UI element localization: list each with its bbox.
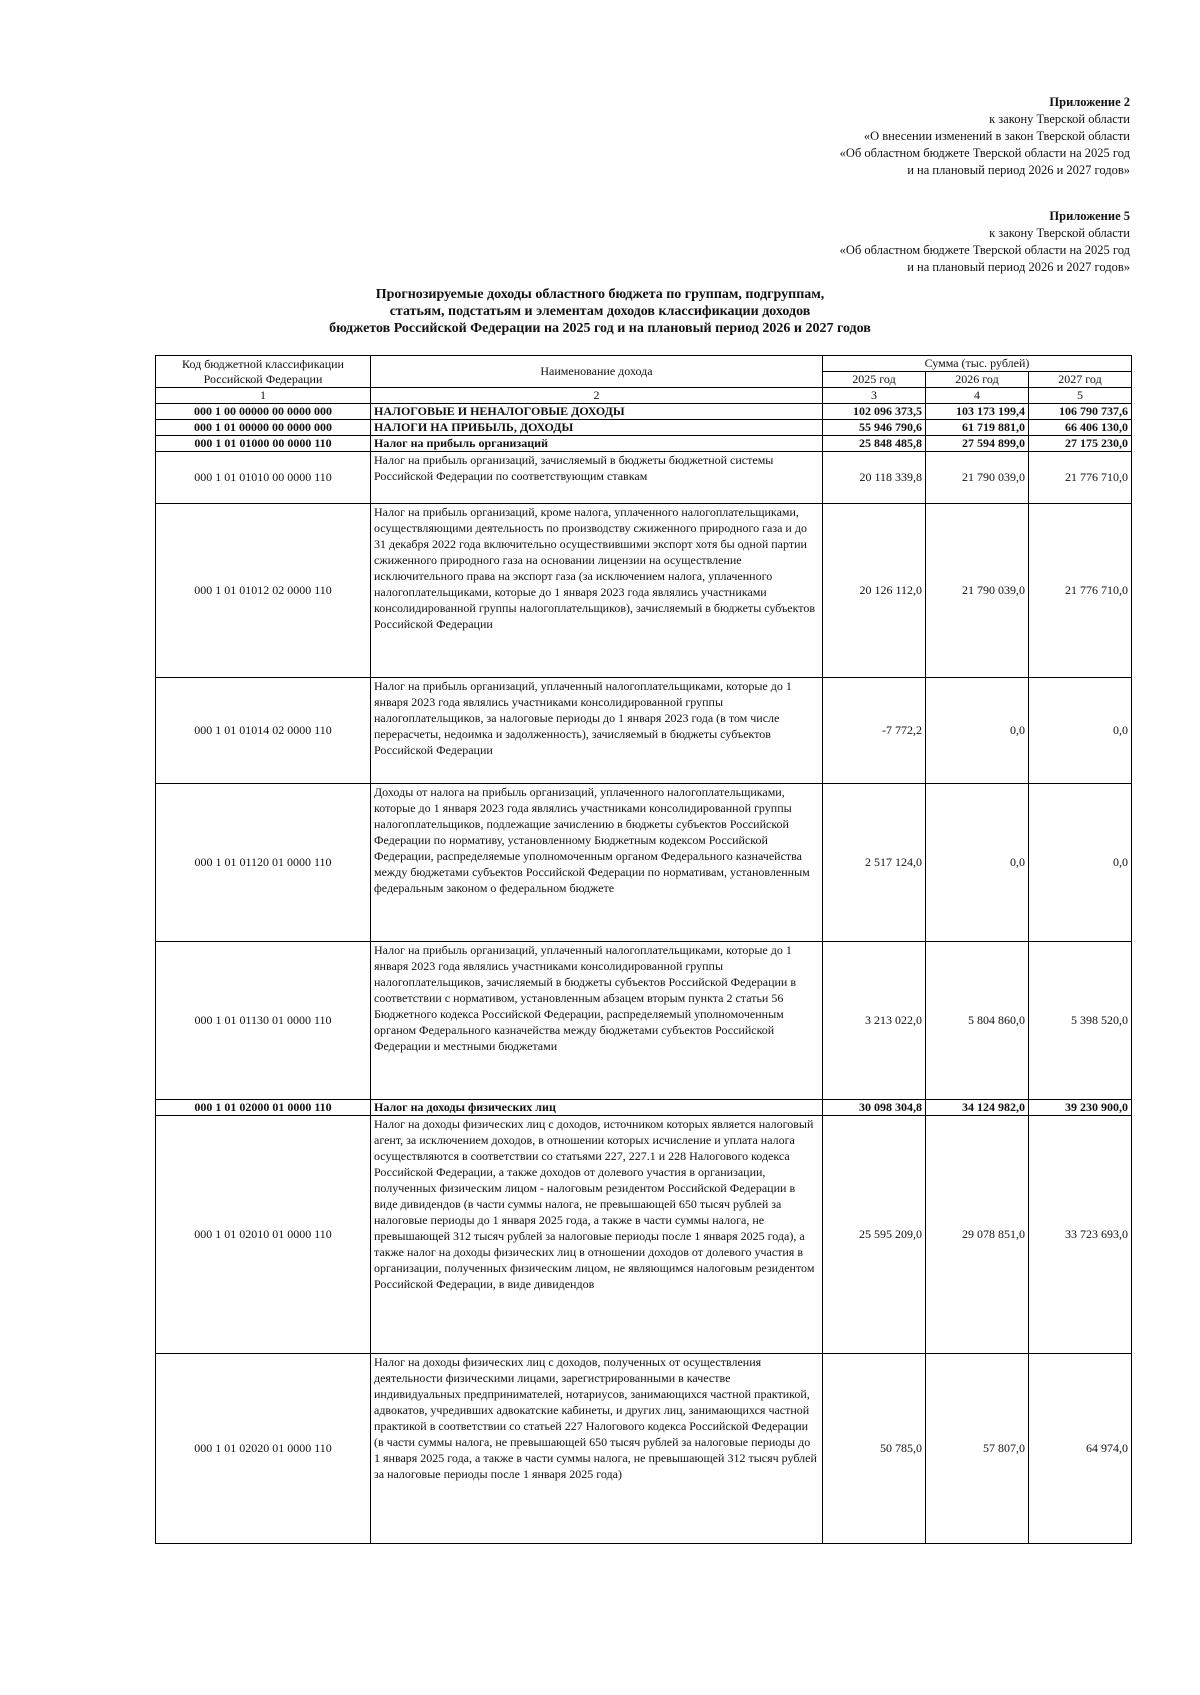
- header-year-2026: 2026 год: [926, 372, 1029, 388]
- table-row: [156, 1354, 1132, 1544]
- row-value-2027: 21 776 710,0: [1029, 504, 1132, 678]
- row-value-2025: -7 772,2: [823, 678, 926, 784]
- row-value-2026: 29 078 851,0: [926, 1116, 1029, 1354]
- row-value-2026: 27 594 899,0: [926, 436, 1029, 452]
- row-value-2027: 106 790 737,6: [1029, 404, 1132, 420]
- annex-5-line: к закону Тверской области: [989, 226, 1130, 240]
- annex-2-header: [840, 94, 1130, 179]
- row-code: 000 1 01 00000 00 0000 000: [156, 420, 371, 436]
- row-code: 000 1 01 02020 01 0000 110: [156, 1354, 371, 1544]
- table-row: [156, 436, 1132, 452]
- document-title-line: бюджетов Российской Федерации на 2025 год и на плановый период 2026 и 2027 годов: [329, 321, 871, 336]
- column-number: 4: [926, 388, 1029, 404]
- column-number: 1: [156, 388, 371, 404]
- row-name: Налог на прибыль организаций: [371, 436, 823, 452]
- row-name: Налог на прибыль организаций, уплаченный налогоплательщиками, которые до 1 января 2023 года являлись участниками консолидированной группы налогоплательщиков, зачисляемый в бюджеты субъектов Российской Федерации в соответствии с нормативом, установленным абзацем вторым пункта 2 статьи 56 Бюджетного кодекса Российской Федерации, распределяемый уполномоченным органом Федерального казначейства между бюджетами субъектов Российской Федерации и местными бюджетами: [371, 942, 823, 1100]
- row-value-2026: 0,0: [926, 784, 1029, 942]
- row-value-2027: 5 398 520,0: [1029, 942, 1132, 1100]
- row-code: 000 1 01 01130 01 0000 110: [156, 942, 371, 1100]
- annex-5-line: и на плановый период 2026 и 2027 годов»: [907, 260, 1130, 274]
- header-code: Код бюджетной классификации Российской Федерации: [156, 356, 371, 388]
- annex-2-title: Приложение 2: [1049, 95, 1130, 109]
- table-row: [156, 420, 1132, 436]
- row-name: Налог на прибыль организаций, зачисляемый в бюджеты бюджетной системы Российской Федерации по соответствующим ставкам: [371, 452, 823, 504]
- table-row: [156, 678, 1132, 784]
- row-name: Налог на доходы физических лиц с доходов, полученных от осуществления деятельности физическими лицами, зарегистрированными в качестве индивидуальных предпринимателей, нотариусов, занимающихся частной практикой, адвокатов, учредивших адвокатские кабинеты, и других лиц, занимающихся частной практикой в соответствии со статьей 227 Налогового кодекса Российской Федерации (в части суммы налога, не превышающей 650 тысяч рублей за налоговые периоды до 1 января 2025 года, а также в части суммы налога, не превышающей 312 тысяч рублей за налоговые периоды после 1 января 2025 года): [371, 1354, 823, 1544]
- row-value-2027: 21 776 710,0: [1029, 452, 1132, 504]
- header-year-2025: 2025 год: [823, 372, 926, 388]
- row-name: Доходы от налога на прибыль организаций, уплаченного налогоплательщиками, которые до 1 января 2023 года являлись участниками консолидированной группы налогоплательщиков, подлежащие зачислению в бюджеты субъектов Российской Федерации по нормативу, установленному Бюджетным кодексом Российской Федерации, распределяемые уполномоченным органом Федерального казначейства между бюджетами субъектов Российской Федерации по нормативам, установленным федеральным законом о федеральном бюджете: [371, 784, 823, 942]
- annex-2-line: «О внесении изменений в закон Тверской области: [863, 129, 1130, 143]
- annex-2-line: к закону Тверской области: [989, 112, 1130, 126]
- row-name: Налог на прибыль организаций, кроме налога, уплаченного налогоплательщиками, осуществляющими деятельность по производству сжиженного природного газа и до 31 декабря 2022 года включительно осуществившими экспорт хотя бы одной партии сжиженного природного газа на основании лицензии на осуществление исключительного права на экспорт газа (за исключением налога, уплаченного налогоплательщиками, которые до 1 января 2023 года являлись участниками консолидированной группы налогоплательщиков), зачисляемый в бюджеты субъектов Российской Федерации: [371, 504, 823, 678]
- row-value-2027: 0,0: [1029, 678, 1132, 784]
- table-row: [156, 504, 1132, 678]
- table-row: [156, 942, 1132, 1100]
- column-number: 5: [1029, 388, 1132, 404]
- row-value-2026: 21 790 039,0: [926, 452, 1029, 504]
- annex-2-line: и на плановый период 2026 и 2027 годов»: [907, 163, 1130, 177]
- row-value-2026: 34 124 982,0: [926, 1100, 1029, 1116]
- revenue-table: [155, 355, 1132, 1544]
- row-code: 000 1 01 01012 02 0000 110: [156, 504, 371, 678]
- row-value-2025: 102 096 373,5: [823, 404, 926, 420]
- row-value-2027: 39 230 900,0: [1029, 1100, 1132, 1116]
- table-row: [156, 1100, 1132, 1116]
- header-name: Наименование дохода: [371, 356, 823, 388]
- annex-5-line: «Об областном бюджете Тверской области на 2025 год: [839, 243, 1130, 257]
- row-value-2025: 20 118 339,8: [823, 452, 926, 504]
- row-value-2027: 33 723 693,0: [1029, 1116, 1132, 1354]
- row-value-2026: 5 804 860,0: [926, 942, 1029, 1100]
- row-value-2025: 55 946 790,6: [823, 420, 926, 436]
- row-name: НАЛОГОВЫЕ И НЕНАЛОГОВЫЕ ДОХОДЫ: [371, 404, 823, 420]
- table-row: [156, 784, 1132, 942]
- row-value-2025: 20 126 112,0: [823, 504, 926, 678]
- row-value-2026: 103 173 199,4: [926, 404, 1029, 420]
- row-value-2027: 66 406 130,0: [1029, 420, 1132, 436]
- row-value-2026: 0,0: [926, 678, 1029, 784]
- row-code: 000 1 01 01010 00 0000 110: [156, 452, 371, 504]
- row-code: 000 1 00 00000 00 0000 000: [156, 404, 371, 420]
- row-value-2027: 0,0: [1029, 784, 1132, 942]
- row-value-2025: 25 848 485,8: [823, 436, 926, 452]
- row-value-2027: 64 974,0: [1029, 1354, 1132, 1544]
- document-title: [290, 286, 910, 337]
- row-value-2026: 61 719 881,0: [926, 420, 1029, 436]
- row-name: НАЛОГИ НА ПРИБЫЛЬ, ДОХОДЫ: [371, 420, 823, 436]
- table-row: [156, 404, 1132, 420]
- row-name: Налог на доходы физических лиц: [371, 1100, 823, 1116]
- row-code: 000 1 01 01120 01 0000 110: [156, 784, 371, 942]
- column-number: 3: [823, 388, 926, 404]
- header-year-2027: 2027 год: [1029, 372, 1132, 388]
- row-code: 000 1 01 01014 02 0000 110: [156, 678, 371, 784]
- row-code: 000 1 01 02000 01 0000 110: [156, 1100, 371, 1116]
- document-title-line: статьям, подстатьям и элементам доходов классификации доходов: [389, 304, 811, 319]
- row-value-2025: 3 213 022,0: [823, 942, 926, 1100]
- annex-2-line: «Об областном бюджете Тверской области на 2025 год: [839, 146, 1130, 160]
- annex-5-header: [840, 208, 1130, 276]
- row-value-2025: 2 517 124,0: [823, 784, 926, 942]
- annex-5-title: Приложение 5: [1049, 209, 1130, 223]
- header-sum: Сумма (тыс. рублей): [823, 356, 1132, 372]
- row-value-2027: 27 175 230,0: [1029, 436, 1132, 452]
- row-value-2025: 30 098 304,8: [823, 1100, 926, 1116]
- row-value-2025: 25 595 209,0: [823, 1116, 926, 1354]
- row-name: Налог на прибыль организаций, уплаченный налогоплательщиками, которые до 1 января 2023 года являлись участниками консолидированной группы налогоплательщиков, за налоговые периоды до 1 января 2023 года (в том числе перерасчеты, недоимка и задолженность), зачисляемый в бюджеты субъектов Российской Федерации: [371, 678, 823, 784]
- column-number: 2: [371, 388, 823, 404]
- row-code: 000 1 01 02010 01 0000 110: [156, 1116, 371, 1354]
- row-name: Налог на доходы физических лиц с доходов, источником которых является налоговый агент, за исключением доходов, в отношении которых исчисление и уплата налога осуществляются в соответствии со статьями 227, 227.1 и 228 Налогового кодекса Российской Федерации, а также доходов от долевого участия в организации, полученных физическим лицом - налоговым резидентом Российской Федерации в виде дивидендов (в части суммы налога, не превышающей 650 тысяч рублей за налоговые периоды до 1 января 2025 года, а также в части суммы налога, не превышающей 312 тысяч рублей за налоговые периоды после 1 января 2025 года), а также налог на доходы физических лиц в отношении доходов от долевого участия в организации, полученных физическим лицом, не являющимся налоговым резидентом Российской Федерации, в виде дивидендов: [371, 1116, 823, 1354]
- document-title-line: Прогнозируемые доходы областного бюджета по группам, подгруппам,: [375, 287, 825, 302]
- row-value-2026: 21 790 039,0: [926, 504, 1029, 678]
- table-row: [156, 1116, 1132, 1354]
- row-value-2026: 57 807,0: [926, 1354, 1029, 1544]
- table-row: [156, 452, 1132, 504]
- row-value-2025: 50 785,0: [823, 1354, 926, 1544]
- row-code: 000 1 01 01000 00 0000 110: [156, 436, 371, 452]
